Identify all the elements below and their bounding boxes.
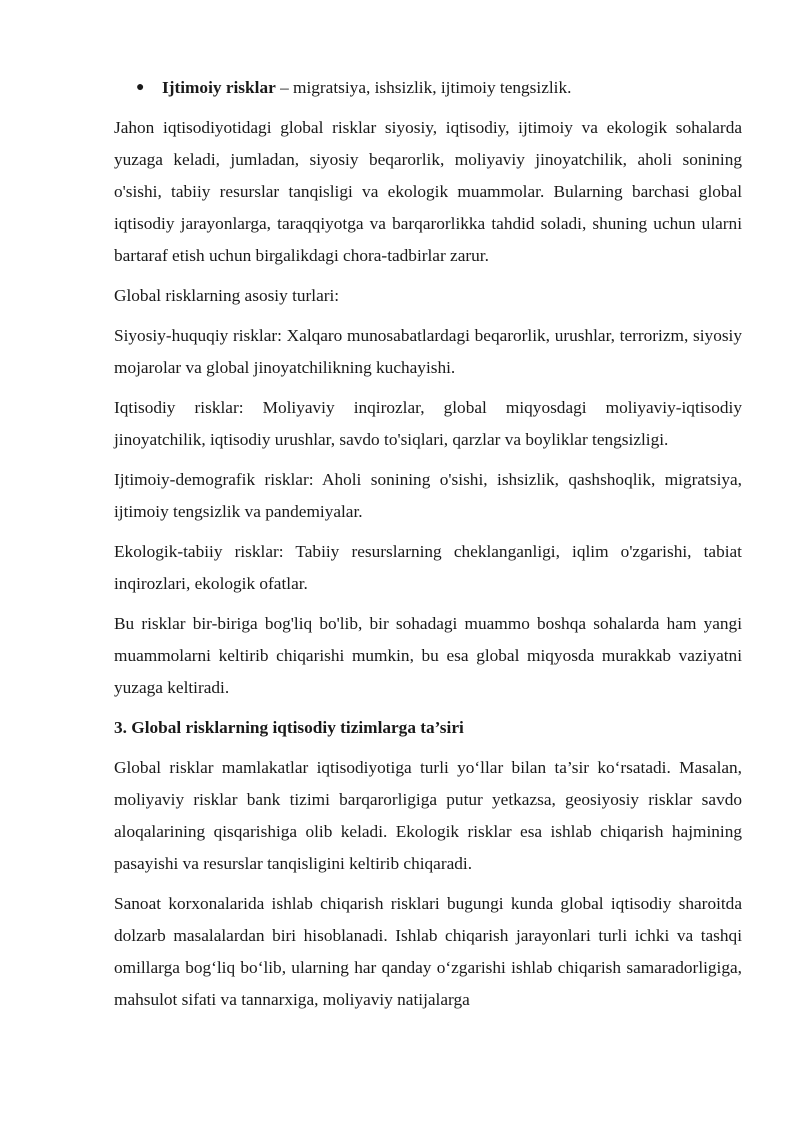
paragraph-risk-types-label: Global risklarning asosiy turlari: — [114, 286, 340, 305]
bullet-icon: ● — [136, 80, 145, 95]
paragraph-political-legal-risks: Siyosiy-huquqiy risklar: Xalqaro munosabatlardagi beqarorlik, urushlar, terrorizm, siyosiy mojarolar va global jinoyatchilikning kuchayishi. — [114, 326, 742, 377]
section-heading: 3. Global risklarning iqtisodiy tizimlarga ta’siri — [114, 718, 464, 737]
bullet-item-social-risks — [114, 72, 742, 104]
paragraph-interconnection: Bu risklar bir-biriga bog'liq bo'lib, bir sohadagi muammo boshqa sohalarda ham yangi muammolarni keltirib chiqarishi mumkin, bu esa global miqyosda murakkab vaziyatni yuzaga keltiradi. — [114, 614, 742, 697]
paragraph-economic-risks: Iqtisodiy risklar: Moliyaviy inqirozlar, global miqyosdagi moliyaviy-iqtisodiy jinoyatchilik, iqtisodiy urushlar, savdo to'siqlari, qarzlar va boyliklar tengsizligi. — [114, 398, 742, 449]
paragraph-social-demographic-risks: Ijtimoiy-demografik risklar: Aholi sonining o'sishi, ishsizlik, qashshoqlik, migratsiya, ijtimoiy tengsizlik va pandemiyalar. — [114, 470, 742, 521]
paragraph-ecological-risks: Ekologik-tabiiy risklar: Tabiiy resurslarning cheklanganligi, iqlim o'zgarishi, tabiat inqirozlari, ekologik ofatlar. — [114, 542, 742, 593]
paragraph-impact-on-economies: Global risklar mamlakatlar iqtisodiyotiga turli yo‘llar bilan ta’sir ko‘rsatadi. Masalan, moliyaviy risklar bank tizimi barqarorligiga putur yetkazsa, geosiyosiy risklar savdo aloqalarining qisqarishiga olib keladi. Ekologik risklar esa ishlab chiqarish hajmining pasayishi va resurslar tanqisligini keltirib chiqaradi. — [114, 758, 742, 873]
bullet-text: – migratsiya, ishsizlik, ijtimoiy tengsizlik. — [275, 78, 572, 97]
bullet-term: Ijtimoiy risklar — [162, 78, 276, 97]
document-page — [114, 72, 742, 1024]
paragraph-production-risks: Sanoat korxonalarida ishlab chiqarish risklari bugungi kunda global iqtisodiy sharoitda dolzarb masalalardan biri hisoblanadi. Ishlab chiqarish jarayonlari turli ichki va tashqi omillarga bog‘liq bo‘lib, ularning har qanday o‘zgarishi ishlab chiqarish samaradorligiga, mahsulot sifati va tannarxiga, moliyaviy natijalarga — [114, 894, 742, 1009]
paragraph-global-risks-intro: Jahon iqtisodiyotidagi global risklar siyosiy, iqtisodiy, ijtimoiy va ekologik sohalarda yuzaga keladi, jumladan, siyosiy beqarorlik, moliyaviy jinoyatchilik, aholi sonining o'sishi, tabiiy resurslar tanqisligi va ekologik muammolar. Bularning barchasi global iqtisodiy jarayonlarga, taraqqiyotga va barqarorlikka tahdid soladi, shuning uchun ularni bartaraf etish uchun birgalikdagi chora-tadbirlar zarur. — [114, 118, 742, 265]
